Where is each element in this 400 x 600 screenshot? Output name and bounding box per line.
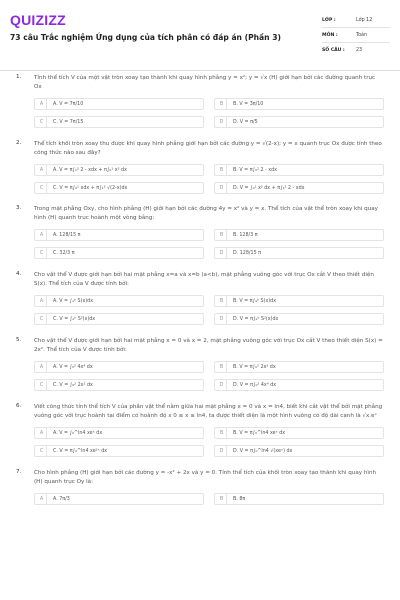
answer-option-b[interactable] xyxy=(214,164,384,176)
option-letter: A xyxy=(37,230,47,240)
page-header xyxy=(0,0,400,64)
answer-option-d[interactable] xyxy=(214,182,384,194)
answer-option-a[interactable] xyxy=(34,229,204,241)
question-item xyxy=(16,74,390,128)
question-text: Tính thể tích V của một vật tròn xoay tạo thành khi quay hình phẳng y = x²; y = √x (H) giới hạn bởi các đường quanh trục Ox xyxy=(34,75,376,90)
option-text: B. V = π∫₀^ln4 xeˣ dx xyxy=(233,430,286,436)
answer-option-d[interactable] xyxy=(214,247,384,259)
option-letter: B xyxy=(217,230,227,240)
answer-option-a[interactable] xyxy=(34,427,204,439)
option-text: A. V = ∫₀² 4x⁴ dx xyxy=(53,364,93,370)
option-letter: D xyxy=(217,248,227,258)
answer-option-c[interactable] xyxy=(34,247,204,259)
meta-label: LỚP : xyxy=(322,17,336,23)
option-letter: C xyxy=(37,117,47,127)
option-letter: A xyxy=(37,428,47,438)
option-letter: C xyxy=(37,248,47,258)
option-letter: A xyxy=(37,165,47,175)
option-letter: C xyxy=(37,314,47,324)
option-text: D. V = π∫₀² 4x⁴ dx xyxy=(233,382,277,388)
answer-option-a[interactable] xyxy=(34,98,204,110)
answer-option-b[interactable] xyxy=(214,493,384,505)
option-text: D. V = π/5 xyxy=(233,119,258,125)
option-letter: A xyxy=(37,99,47,109)
answer-options xyxy=(34,164,384,194)
option-text: A. V = ∫₀^ln4 xeˣ dx xyxy=(53,430,103,436)
option-text: A. 7π/3 xyxy=(53,496,70,502)
question-number: 5. xyxy=(16,337,22,343)
question-item xyxy=(16,469,390,505)
answer-options xyxy=(34,295,384,325)
option-letter: D xyxy=(217,380,227,390)
meta-row-subject xyxy=(322,28,390,43)
option-letter: B xyxy=(217,99,227,109)
option-letter: D xyxy=(217,117,227,127)
meta-label: SỐ CÂU : xyxy=(322,48,345,53)
option-text: B. 128/3 π xyxy=(233,232,258,238)
answer-option-c[interactable] xyxy=(34,116,204,128)
answer-options xyxy=(34,98,384,128)
option-letter: B xyxy=(217,362,227,372)
option-letter: D xyxy=(217,314,227,324)
option-letter: C xyxy=(37,183,47,193)
meta-value: Toán xyxy=(356,32,368,38)
option-letter: A xyxy=(37,362,47,372)
question-number: 7. xyxy=(16,469,22,475)
option-text: A. V = 7π/10 xyxy=(53,101,84,107)
option-text: A. 128/15 π xyxy=(53,232,81,238)
option-text: A. V = π∫₁² 2 - xdx + π∫₀¹ x² dx xyxy=(53,167,127,173)
answer-option-a[interactable] xyxy=(34,295,204,307)
option-letter: D xyxy=(217,446,227,456)
answer-option-d[interactable] xyxy=(214,379,384,391)
header-divider xyxy=(0,70,400,71)
question-number: 1. xyxy=(16,74,22,80)
option-letter: A xyxy=(37,296,47,306)
meta-value: 23 xyxy=(356,48,363,53)
option-text: C. V = ∫₀² 2x² dx xyxy=(53,382,93,388)
question-number: 4. xyxy=(16,271,22,277)
answer-option-c[interactable] xyxy=(34,445,204,457)
answer-option-b[interactable] xyxy=(214,98,384,110)
page-title: 73 câu Trắc nghiệm Ứng dụng của tích phân có đáp án (Phần 3) xyxy=(10,33,281,42)
answer-option-a[interactable] xyxy=(34,493,204,505)
answer-option-c[interactable] xyxy=(34,313,204,325)
option-text: A. V = ∫ₐᵇ S(x)dx xyxy=(53,298,94,304)
answer-option-a[interactable] xyxy=(34,164,204,176)
option-letter: D xyxy=(217,183,227,193)
answer-option-b[interactable] xyxy=(214,229,384,241)
option-letter: C xyxy=(37,380,47,390)
meta-table xyxy=(322,13,390,58)
option-text: B. V = π∫₀² 2 - xdx xyxy=(233,167,278,173)
question-text: Trong mặt phẳng Oxy, cho hình phẳng (H) giới hạn bởi các đường 4y = x² và y = x. Thể tích của vật thể tròn xoay khi quay hình (H) quanh trục hoành một vòng bằng: xyxy=(34,206,378,221)
answer-option-b[interactable] xyxy=(214,361,384,373)
question-item xyxy=(16,140,390,194)
option-letter: B xyxy=(217,428,227,438)
option-text: D. V = ∫₀¹ x² dx + π∫₁² 2 - xdx xyxy=(233,185,305,191)
answer-option-d[interactable] xyxy=(214,445,384,457)
option-text: C. V = ∫ₐᵇ S²(x)dx xyxy=(53,316,96,322)
question-list xyxy=(0,74,400,517)
answer-option-b[interactable] xyxy=(214,295,384,307)
answer-options xyxy=(34,427,384,457)
option-letter: B xyxy=(217,494,227,504)
question-item xyxy=(16,337,390,391)
answer-options xyxy=(34,229,384,259)
answer-option-c[interactable] xyxy=(34,182,204,194)
question-item xyxy=(16,403,390,457)
option-text: B. V = 3π/10 xyxy=(233,101,264,107)
meta-label: MÔN : xyxy=(322,32,338,38)
option-letter: B xyxy=(217,165,227,175)
question-number: 2. xyxy=(16,140,22,146)
answer-option-d[interactable] xyxy=(214,116,384,128)
option-text: B. V = π∫₀² 2x² dx xyxy=(233,364,276,370)
option-text: C. V = π∫₀^ln4 xe²ˣ dx xyxy=(53,448,108,454)
option-text: B. 8π xyxy=(233,496,246,502)
question-number: 6. xyxy=(16,403,22,409)
answer-option-b[interactable] xyxy=(214,427,384,439)
answer-option-c[interactable] xyxy=(34,379,204,391)
question-item xyxy=(16,271,390,325)
answer-options xyxy=(34,361,384,391)
option-text: C. 32/3 π xyxy=(53,250,75,256)
option-text: D. 128/15 π xyxy=(233,250,262,256)
option-letter: B xyxy=(217,296,227,306)
meta-row-grade xyxy=(322,13,390,28)
option-letter: A xyxy=(37,494,47,504)
meta-value: Lớp 12 xyxy=(356,17,373,23)
answer-option-a[interactable] xyxy=(34,361,204,373)
question-item xyxy=(16,205,390,259)
option-text: D. V = π∫₀^ln4 √(xeˣ) dx xyxy=(233,448,293,454)
answer-option-d[interactable] xyxy=(214,313,384,325)
quizizz-logo: QUIZIZZ xyxy=(10,12,66,28)
question-text: Viết công thức tính thể tích V của phần vật thể nằm giữa hai mặt phẳng x = 0 và x = ln4, biết khi cắt vật thể bởi mặt phẳng vuông góc với trục hoành tại điểm có hoành độ x 0 ≤ x ≤ ln4, ta được thiết diện là một hình vuông có độ dài cạnh là √x.eˣ xyxy=(34,404,383,419)
question-text: Cho hình phẳng (H) giới hạn bởi các đường y = -x² + 2x và y = 0. Tính thể tích của khối tròn xoay tạo thành khi quay hình (H) quanh trục Oy là: xyxy=(34,470,377,485)
question-number: 3. xyxy=(16,205,22,211)
option-text: D. V = π∫ₐᵇ S²(x)dx xyxy=(233,316,279,322)
option-letter: C xyxy=(37,446,47,456)
option-text: B. V = π∫ₐᵇ S(x)dx xyxy=(233,298,277,304)
option-text: C. V = π∫₀¹ xdx + π∫₁² √(2-x)dx xyxy=(53,185,128,191)
question-text: Cho vật thể V được giới hạn bởi hai mặt phẳng x=a và x=b (a<b), mặt phẳng vuông góc với trục Ox cắt V theo thiết diện S(x). Thể tích của V được tính bởi: xyxy=(34,272,374,287)
question-text: Thể tích khối tròn xoay thu được khi quay hình phẳng giới hạn bởi các đường y = √(2-x); y = x quanh trục Ox được tính theo công thức nào sau đây? xyxy=(34,141,382,156)
answer-options xyxy=(34,493,384,505)
meta-row-question-count xyxy=(322,43,390,58)
question-text: Cho vật thể V được giới hạn bởi hai mặt phẳng x = 0 và x = 2, mặt phẳng vuông góc với trục Ox cắt V theo thiết diện S(x) = 2x². Thể tích của V được tính bởi: xyxy=(34,338,383,353)
option-text: C. V = 7π/15 xyxy=(53,119,84,125)
